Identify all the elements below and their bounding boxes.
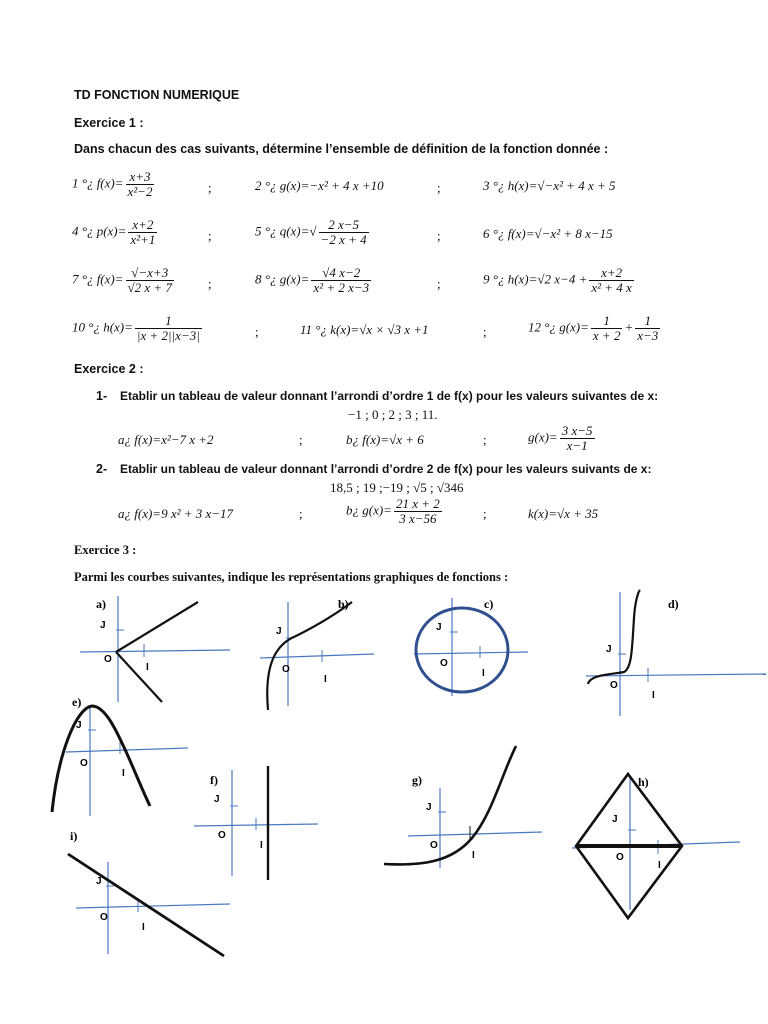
- exercise2-heading: Exercice 2 :: [74, 362, 144, 376]
- q2-b: b¿ g(x)= $\frac{21 x + 2}{3 x-56}$: [346, 496, 440, 526]
- ex1-item-12: 12 °¿ g(x)= $\frac{1}{x + 2}$ + $\frac{1}{x-3}$: [528, 313, 659, 343]
- separator: ;: [437, 180, 441, 195]
- graph-c-j: J: [436, 622, 442, 633]
- graph-d-o: O: [610, 680, 618, 691]
- graph-e-label: e): [72, 695, 82, 709]
- graph-h-j: J: [612, 814, 618, 825]
- ex1-item-4: 4 °¿ p(x)= $\frac{x+2}{\text{x²+1}}$: [72, 217, 156, 247]
- separator: ;: [255, 324, 259, 339]
- separator: ;: [299, 506, 303, 521]
- graph-h-i: I: [658, 860, 661, 871]
- ex1-item-1: 1 °¿ f(x)= $\frac{x+3}{\text{x²−2}}$: [72, 169, 153, 199]
- ex1-item-11: 11 °¿ k(x)=√x × √3 x +1: [300, 322, 429, 337]
- separator: ;: [437, 276, 441, 291]
- ex1-item-6: 6 °¿ f(x)=√−x² + 8 x−15: [483, 226, 613, 241]
- graph-b-label: b): [338, 597, 349, 611]
- graph-g-j: J: [426, 802, 432, 813]
- ex1-item-2: 2 °¿ g(x)=−x² + 4 x +10: [255, 178, 384, 193]
- graph-g-o: O: [430, 840, 438, 851]
- graph-i-i: I: [142, 922, 145, 933]
- separator: ;: [299, 432, 303, 447]
- graph-c-label: c): [484, 597, 494, 611]
- graph-f-label: f): [210, 773, 218, 787]
- q2-text: Etablir un tableau de valeur donnant l’arrondi d’ordre 2 de f(x) pour les valeurs suivants de x:: [120, 462, 652, 476]
- graph-f-j: J: [214, 794, 220, 805]
- graph-e-i: I: [122, 768, 125, 779]
- ex1-item-10: 10 °¿ h(x)= $\frac{1}{|x + 2||x-3|}$: [72, 313, 200, 343]
- graph-g-label: g): [412, 773, 422, 787]
- q1-number: 1-: [96, 389, 108, 403]
- separator: ;: [437, 228, 441, 243]
- separator: ;: [208, 180, 212, 195]
- graph-a-i: I: [146, 662, 149, 673]
- q2-c: k(x)=√x + 35: [528, 506, 599, 521]
- exercise1-instruction: Dans chacun des cas suivants, détermine l’ensemble de définition de la fonction donnée :: [74, 142, 609, 156]
- graph-c-i: I: [482, 668, 485, 679]
- graph-f-o: O: [218, 830, 226, 841]
- q1-a: a¿ f(x)=x²−7 x +2: [118, 432, 214, 447]
- graph-b-j: J: [276, 626, 282, 637]
- ex1-item-8: 8 °¿ g(x)= $\frac{√4 x-2}{\text{x² + 2 x−3}}$: [255, 265, 370, 295]
- graph-i: [64, 824, 232, 960]
- separator: ;: [208, 228, 212, 243]
- graph-e: [66, 694, 206, 822]
- graph-e-o: O: [80, 758, 88, 769]
- graph-h-o: O: [616, 852, 624, 863]
- exercise3-heading: Exercice 3 :: [74, 543, 137, 557]
- ex1-item-7: 7 °¿ f(x)= $\frac{√-x+3}{√2 x + 7}$: [72, 265, 172, 295]
- separator: ;: [483, 506, 487, 521]
- graph-h: [572, 770, 748, 922]
- graph-b-o: O: [282, 664, 290, 675]
- graph-a: [80, 594, 240, 704]
- graph-i-o: O: [100, 912, 108, 923]
- separator: ;: [208, 276, 212, 291]
- q1-text: Etablir un tableau de valeur donnant l’arrondi d’ordre 1 de f(x) pour les valeurs suivantes de x:: [120, 389, 659, 403]
- graph-b-i: I: [324, 674, 327, 685]
- graph-d-label: d): [668, 597, 679, 611]
- q1-b: b¿ f(x)=√x + 6: [346, 432, 424, 447]
- q2-a: a¿ f(x)=9 x² + 3 x−17: [118, 506, 234, 521]
- ex1-item-5: 5 °¿ q(x)=√ $\frac{2 x-5}{-2 x + 4}$: [255, 217, 367, 247]
- q2-values: 18,5 ; 19 ;−19 ; √5 ; √346: [330, 480, 464, 495]
- graph-g-i: I: [472, 850, 475, 861]
- graph-b: [256, 594, 376, 712]
- separator: ;: [483, 324, 487, 339]
- graph-a-o: O: [104, 654, 112, 665]
- graph-d-i: I: [652, 690, 655, 701]
- q2-number: 2-: [96, 462, 108, 476]
- graph-d: [586, 588, 766, 718]
- graph-a-j: J: [100, 620, 106, 631]
- graph-h-label: h): [638, 775, 649, 789]
- separator: ;: [483, 432, 487, 447]
- q1-c: g(x)= $\frac{3 x-5}{x-1}$: [528, 423, 593, 453]
- graph-d-j: J: [606, 644, 612, 655]
- graph-e-j: J: [76, 720, 82, 731]
- graph-c: [410, 594, 530, 698]
- graph-g: [382, 744, 542, 872]
- exercise3-instruction: Parmi les courbes suivantes, indique les représentations graphiques de fonctions :: [74, 570, 509, 584]
- ex1-item-9: 9 °¿ h(x)=√2 x−4 + $\frac{x+2}{\text{x² + 4 x}}$: [483, 265, 632, 295]
- graph-f-i: I: [260, 840, 263, 851]
- graph-c-o: O: [440, 658, 448, 669]
- q1-values: −1 ; 0 ; 2 ; 3 ; 11.: [348, 407, 438, 422]
- graph-a-label: a): [96, 597, 106, 611]
- graph-i-j: J: [96, 876, 102, 887]
- ex1-item-3: 3 °¿ h(x)=√−x² + 4 x + 5: [483, 178, 616, 193]
- graph-i-label: i): [70, 829, 78, 843]
- document-title: TD FONCTION NUMERIQUE: [74, 88, 240, 102]
- exercise1-heading: Exercice 1 :: [74, 116, 144, 130]
